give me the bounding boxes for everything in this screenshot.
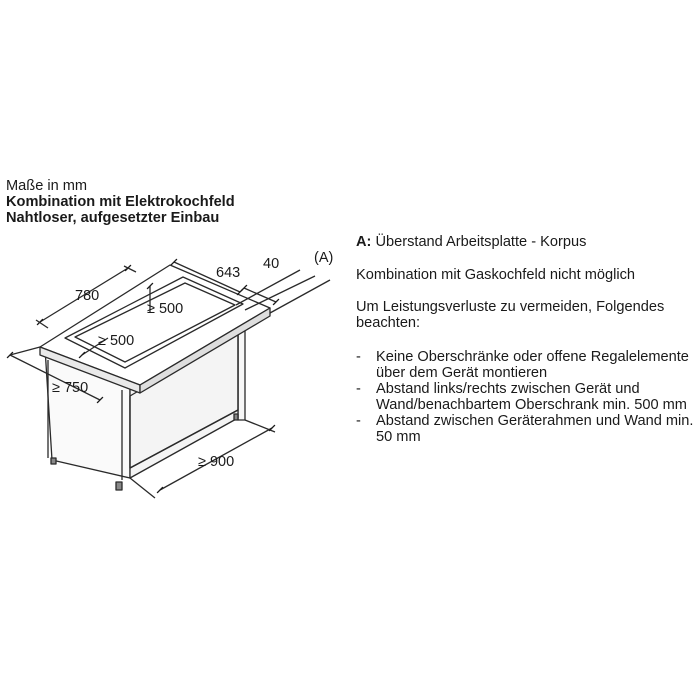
foot-left [51,458,56,464]
subtitle-installation: Nahtloser, aufgesetzter Einbau [6,210,220,226]
note-legend-a [356,234,586,250]
list-item [356,413,696,445]
dim-width-750: ≥ 750 [52,380,89,396]
dim-width-643: 643 [216,265,241,281]
installation-diagram [0,240,350,520]
legend-text-a: Überstand Arbeitsplatte - Korpus [371,234,587,250]
dim-label-a: (A) [314,250,334,266]
dim-height-900: ≥ 900 [198,454,235,470]
list-item-text: Abstand zwischen Geräterahmen und Wand min. 50 mm [376,413,694,445]
list-dash: - [356,413,361,429]
list-dash: - [356,349,361,365]
list-item [356,349,696,381]
subtitle-combination: Kombination mit Elektrokochfeld [6,194,235,210]
list-item-text: Abstand links/rechts zwischen Gerät und Wand/benachbartem Oberschrank min. 500 mm [376,381,687,413]
units-label: Maße in mm [6,178,88,194]
foot-front [116,482,122,490]
list-item [356,381,696,413]
legend-key-a: A: [356,234,372,250]
dim-clearance-500-left: ≥ 500 [98,333,135,349]
dim-overhang-40: 40 [263,256,280,272]
note-gas-combination: Kombination mit Gaskochfeld nicht möglich [356,267,636,283]
list-item-text: Keine Oberschränke oder offene Regalelemente über dem Gerät montieren [376,349,689,381]
header [6,178,306,226]
note-list [356,349,696,445]
foot-right [234,414,238,420]
note-intro: Um Leistungsverluste zu vermeiden, Folgendes beachten: [356,299,665,331]
list-dash: - [356,381,361,397]
dim-clearance-500-top: ≥ 500 [147,301,184,317]
dim-depth-780: 780 [75,288,100,304]
